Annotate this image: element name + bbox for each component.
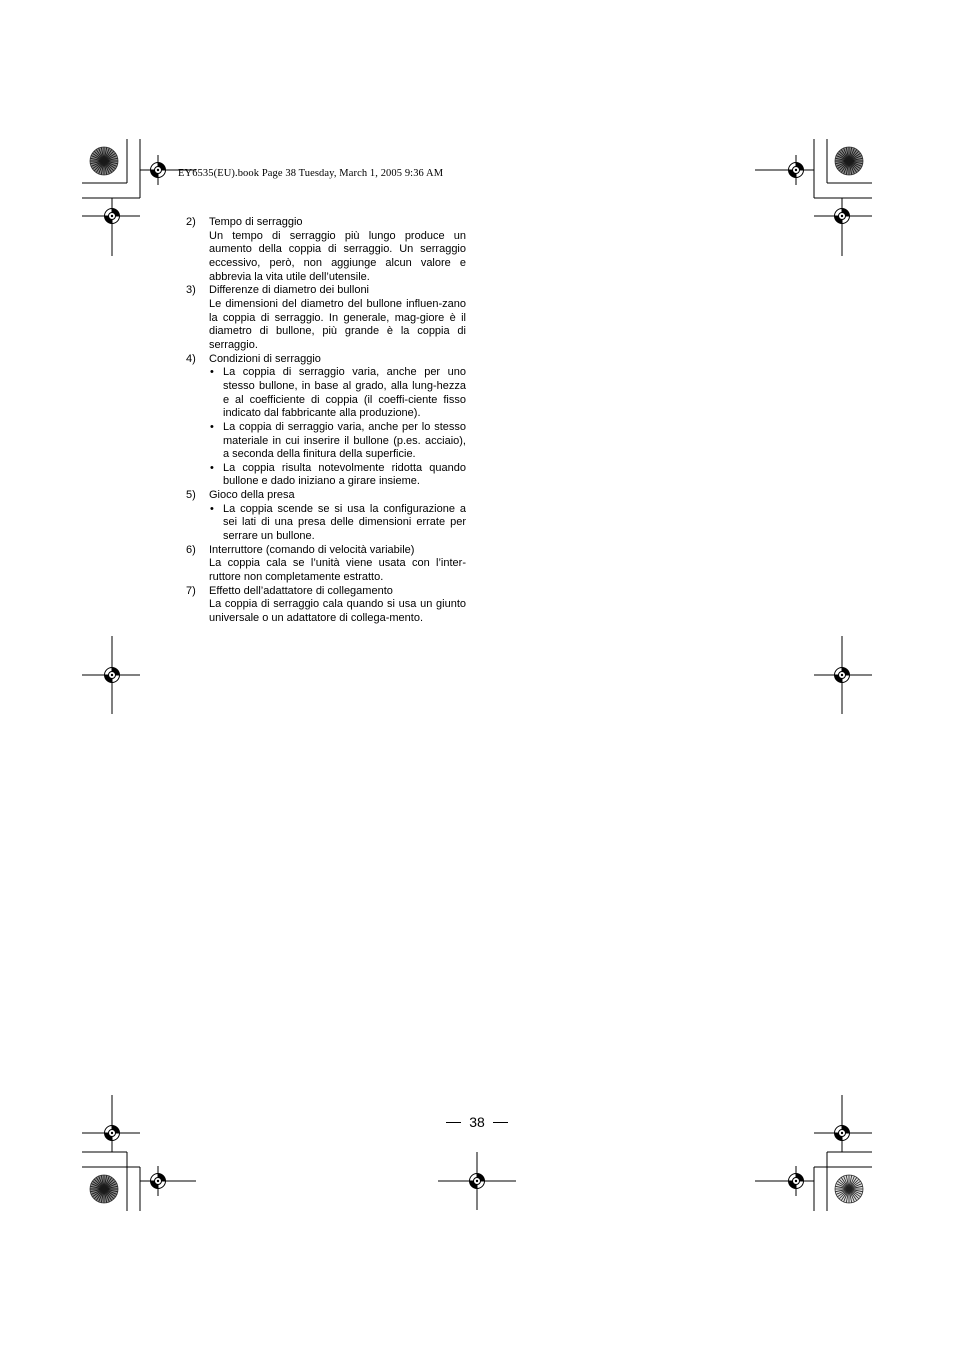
bullet-item — [209, 503, 466, 544]
item-title: Differenze di diametro dei bulloni — [209, 284, 369, 297]
bullet-icon: • — [210, 461, 214, 474]
list-item — [186, 284, 466, 352]
bullet-item — [209, 366, 466, 421]
dash-right — [493, 1122, 508, 1123]
bullet-text: La coppia di serraggio varia, anche per lo stesso materiale in cui inserire il bullone (p.es. acciaio), a seconda della finitura della superficie. — [223, 420, 466, 461]
item-number: 5) — [186, 489, 196, 502]
item-number: 3) — [186, 284, 196, 297]
registration-mark-icon — [105, 668, 120, 683]
item-number: 2) — [186, 216, 196, 228]
item-number: 7) — [186, 584, 196, 597]
item-number: 6) — [186, 543, 196, 556]
registration-mark-icon — [789, 1174, 804, 1189]
item-body: Un tempo di serraggio più lungo produce un aumento della coppia di serraggio. Un serraggio eccessivo, però, non aggiunge alcun valore e abbrevia la vita utile dell’utensile. — [209, 229, 466, 283]
bullet-list — [209, 503, 466, 544]
registration-mark-icon — [789, 163, 804, 178]
bullet-text: La coppia risulta notevolmente ridotta quando bullone e dado iniziano a girare insieme. — [223, 461, 466, 488]
registration-mark-icon — [105, 1126, 120, 1141]
registration-mark-icon — [835, 668, 850, 683]
bullet-item — [209, 421, 466, 462]
item-title: Tempo di serraggio — [209, 216, 303, 228]
item-title: Effetto dell’adattatore di collegamento — [209, 584, 393, 597]
registration-mark-icon — [835, 1126, 850, 1141]
bullet-list — [209, 366, 466, 489]
item-body: Le dimensioni del diametro del bullone influen-zano la coppia di serraggio. In generale, mag-giore è il diametro di bullone, più grande è la coppia di serraggio. — [209, 297, 466, 351]
bullet-text: La coppia scende se si usa la configurazione a sei lati di una presa delle dimensioni errate per serrare un bullone. — [223, 502, 466, 543]
item-title: Interruttore (comando di velocità variabile) — [209, 543, 415, 556]
registration-mark-icon — [470, 1174, 485, 1189]
page-number — [440, 1114, 514, 1130]
registration-mark-icon — [835, 209, 850, 224]
item-body: La coppia cala se l’unità viene usata con l’inter-ruttore non completamente estratto. — [209, 557, 466, 584]
list-item — [186, 544, 466, 585]
color-target-icon — [835, 147, 863, 175]
bullet-text: La coppia di serraggio varia, anche per uno stesso bullone, in base al grado, alla lung-hezza e al coefficiente di coppia (il coeffi-ciente fisso indicato dal fabbricante alla produzione). — [223, 366, 466, 420]
item-body: La coppia di serraggio cala quando si usa un giunto universale o un adattatore di collega-mento. — [209, 598, 466, 625]
page-number-text: 38 — [469, 1114, 485, 1130]
bullet-icon: • — [210, 420, 214, 433]
bullet-item — [209, 462, 466, 489]
instruction-list — [186, 216, 466, 626]
list-item — [186, 353, 466, 490]
bullet-icon: • — [210, 366, 214, 379]
list-item — [186, 585, 466, 626]
item-title: Condizioni di serraggio — [209, 352, 321, 365]
list-item — [186, 489, 466, 544]
dash-left — [446, 1122, 461, 1123]
registration-mark-icon — [105, 209, 120, 224]
list-item — [186, 216, 466, 284]
color-target-icon — [835, 1175, 863, 1203]
item-title: Gioco della presa — [209, 489, 295, 502]
print-header: EY6535(EU).book Page 38 Tuesday, March 1, 2005 9:36 AM — [178, 168, 444, 179]
item-number: 4) — [186, 352, 196, 365]
color-target-icon — [90, 147, 118, 175]
color-target-icon — [90, 1175, 118, 1203]
bullet-icon: • — [210, 502, 214, 515]
registration-mark-icon — [151, 1174, 166, 1189]
registration-mark-icon — [151, 163, 166, 178]
